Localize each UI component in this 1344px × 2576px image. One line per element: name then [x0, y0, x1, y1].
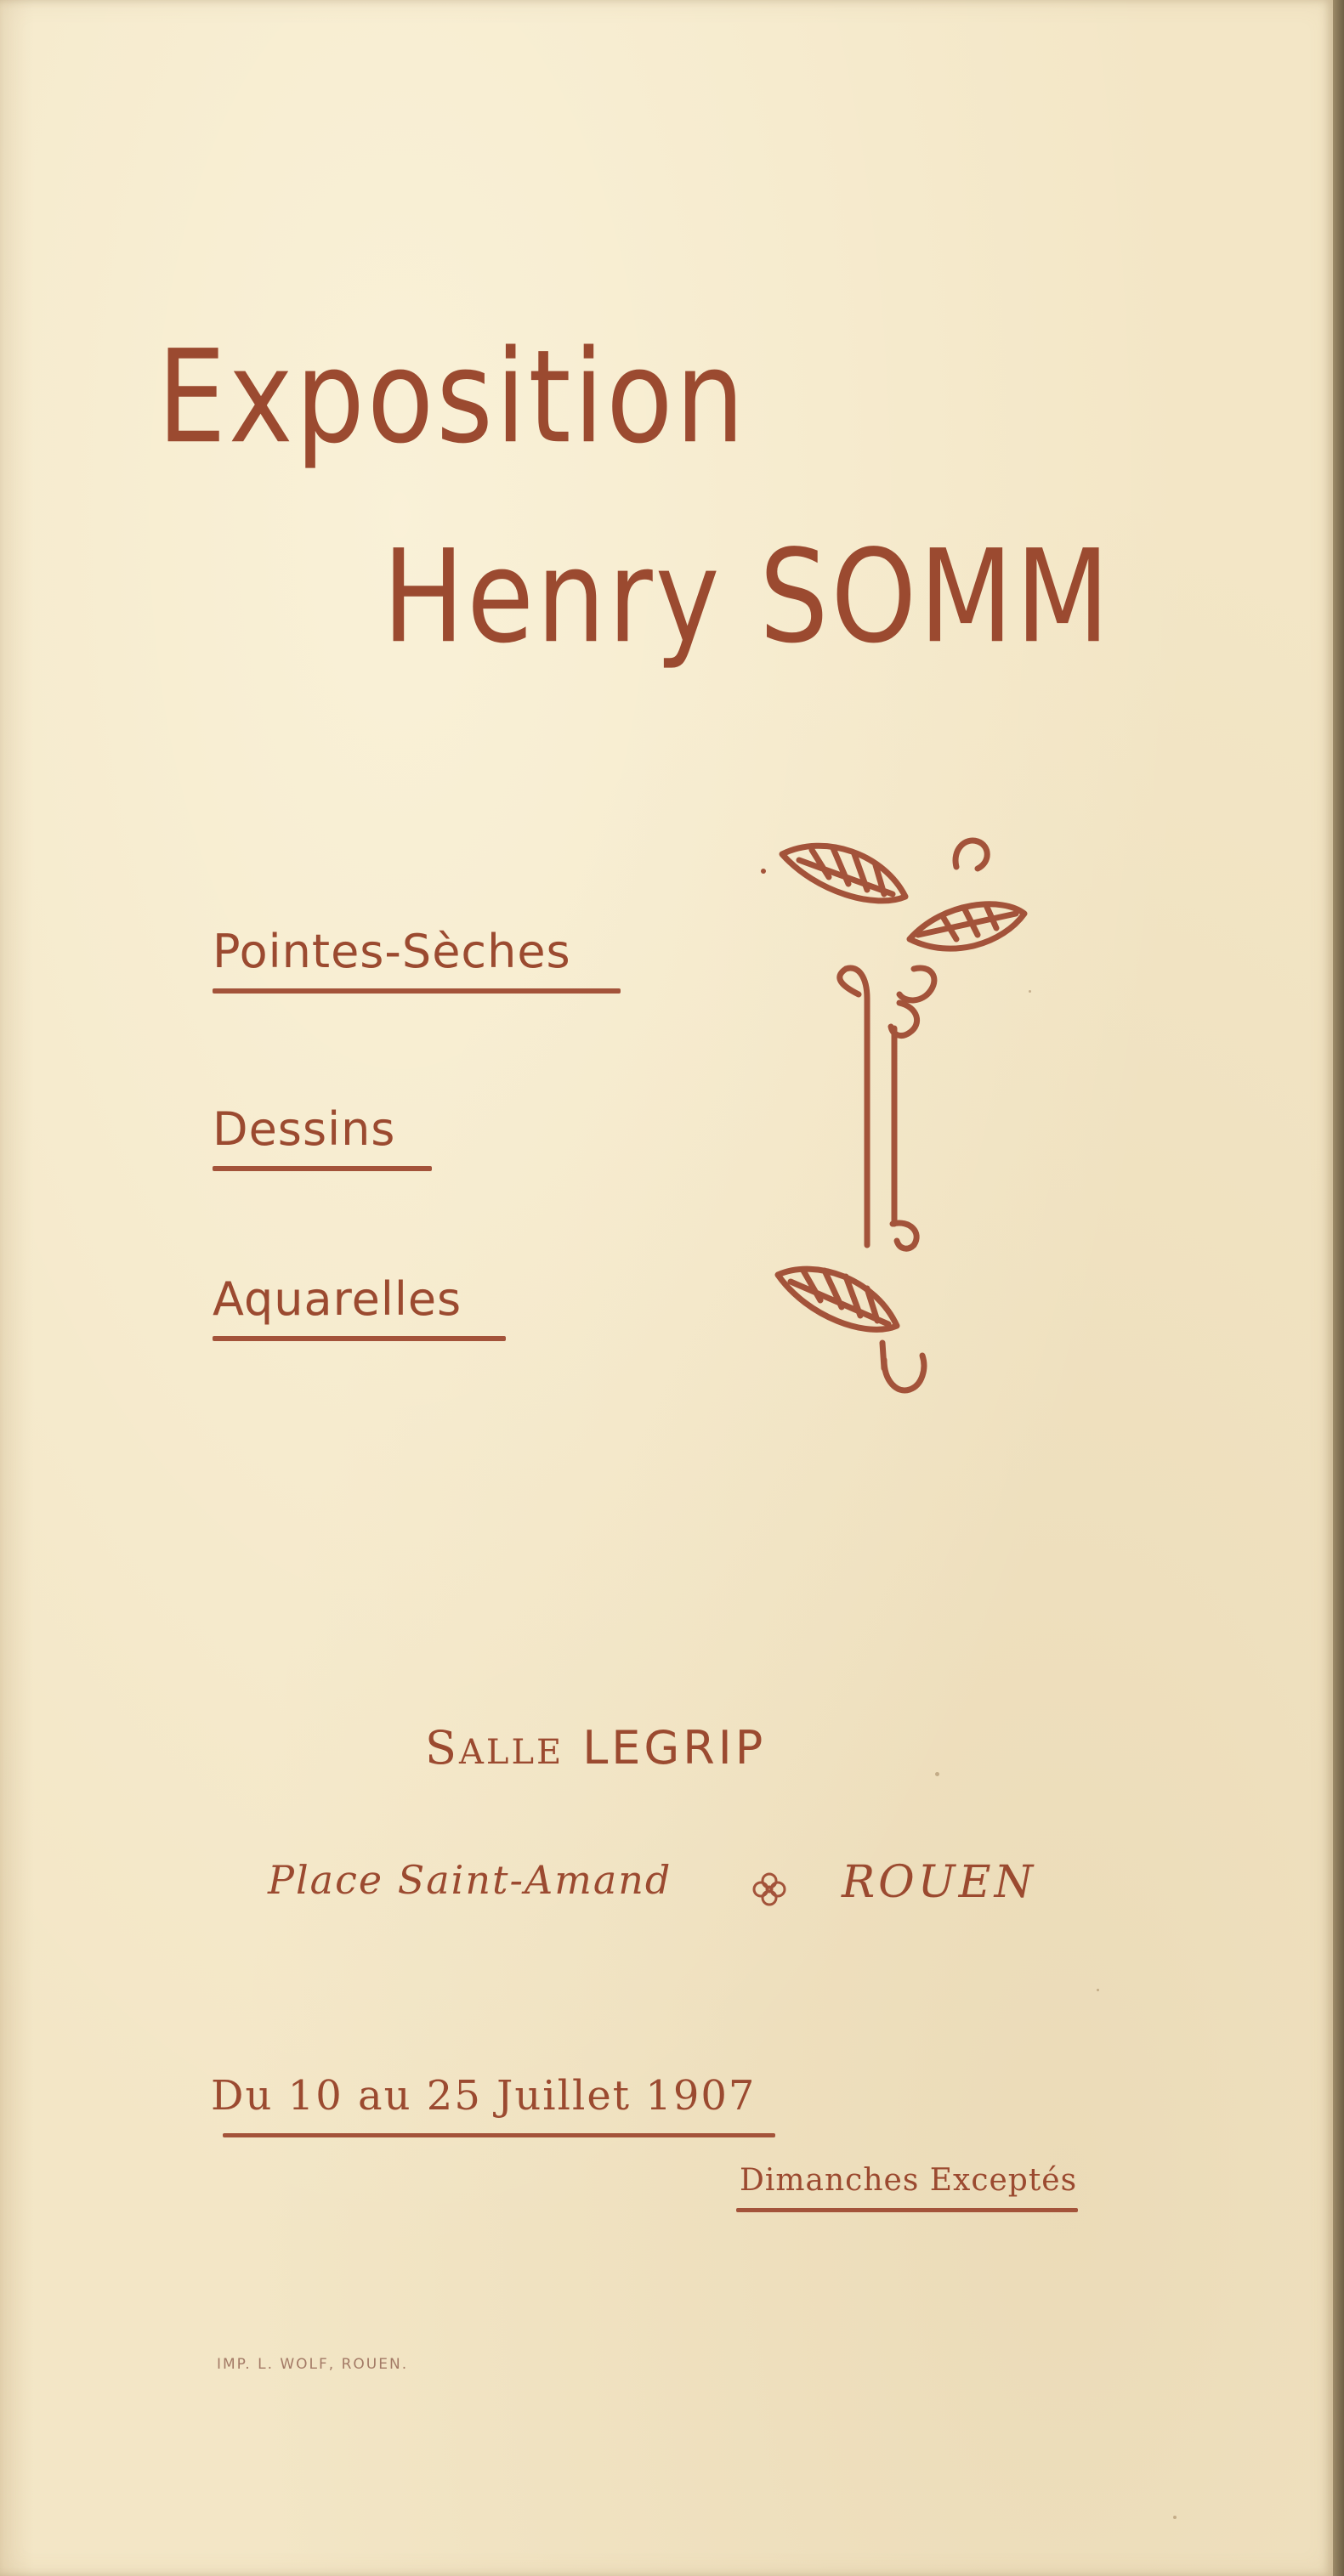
quatrefoil-flower-icon [750, 1870, 789, 1909]
medium-aquarelles: Aquarelles [213, 1272, 462, 1326]
venue-city: ROUEN [842, 1857, 1037, 1908]
fern-ornament-icon [748, 816, 1054, 1453]
underline-rule [736, 2208, 1078, 2212]
venue-salle-rest: ALLE [459, 1733, 564, 1772]
medium-dessins: Dessins [213, 1102, 396, 1156]
venue-legrip: LEGRIP [582, 1721, 767, 1775]
paper-speck [1173, 2516, 1177, 2519]
medium-pointes-seches: Pointes-Sèches [213, 925, 571, 978]
closing-note: Dimanches Exceptés [740, 2163, 1078, 2198]
title-exposition: Exposition [157, 323, 747, 473]
printer-credit: IMP. L. WOLF, ROUEN. [217, 2356, 409, 2373]
paper-speck [935, 1772, 939, 1776]
underline-rule [213, 988, 621, 994]
paper-speck [1029, 990, 1031, 993]
underline-rule [213, 1336, 506, 1341]
venue-name [425, 1721, 766, 1775]
underline-rule [223, 2133, 775, 2137]
venue-salle-initial: S [425, 1721, 459, 1775]
paper-speck [1097, 1989, 1099, 1991]
title-artist-name: Henry SOMM [383, 523, 1113, 672]
venue-place: Place Saint-Amand [268, 1857, 672, 1903]
page-edge [1333, 0, 1344, 2576]
exhibition-dates: Du 10 au 25 Juillet 1907 [211, 2072, 757, 2120]
underline-rule [213, 1166, 432, 1171]
